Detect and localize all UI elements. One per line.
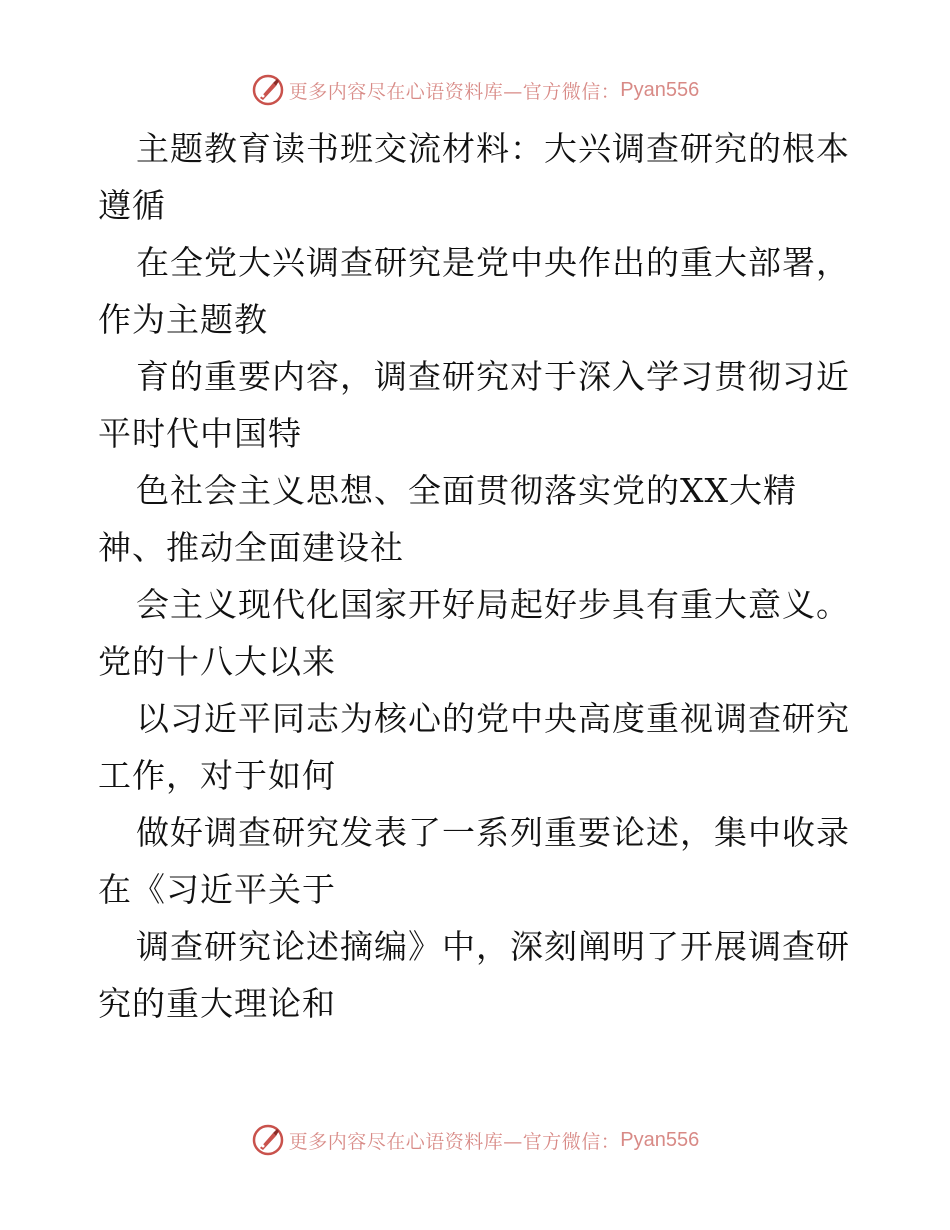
document-line: 神、推动全面建设社 xyxy=(98,528,404,567)
document-line: 做好调查研究发表了一系列重要论述，集中收录 xyxy=(136,813,850,852)
pen-logo-icon xyxy=(251,73,285,107)
header-banner-text: 更多内容尽在心语资料库—官方微信： xyxy=(288,80,621,103)
document-line: 党的十八大以来 xyxy=(98,642,336,681)
pen-logo-icon xyxy=(251,1123,285,1157)
document-line: 在全党大兴调查研究是党中央作出的重大部署， xyxy=(136,243,850,282)
footer-banner-id: Pyan556 xyxy=(620,1128,700,1151)
document-line: 会主义现代化国家开好局起好步具有重大意义。 xyxy=(136,585,850,624)
document-line: 以习近平同志为核心的党中央高度重视调查研究 xyxy=(136,699,850,738)
document-line: 工作，对于如何 xyxy=(98,756,336,795)
header-banner-id: Pyan556 xyxy=(620,78,700,101)
document-line: 平时代中国特 xyxy=(98,414,302,453)
document-line: 主题教育读书班交流材料：大兴调查研究的根本 xyxy=(136,129,850,168)
footer-banner-text: 更多内容尽在心语资料库—官方微信： xyxy=(288,1130,621,1153)
document-line: 育的重要内容，调查研究对于深入学习贯彻习近 xyxy=(136,357,850,396)
footer-banner xyxy=(0,1120,950,1160)
document-line: 调查研究论述摘编》中，深刻阐明了开展调查研 xyxy=(136,927,850,966)
document-line: 在《习近平关于 xyxy=(98,870,336,909)
document-line: 究的重大理论和 xyxy=(98,984,336,1023)
document-body xyxy=(98,120,868,1032)
header-banner xyxy=(0,70,950,110)
document-line: 遵循 xyxy=(98,186,166,225)
document-line: 作为主题教 xyxy=(98,300,268,339)
document-line: 色社会主义思想、全面贯彻落实党的XX大精 xyxy=(136,471,797,510)
